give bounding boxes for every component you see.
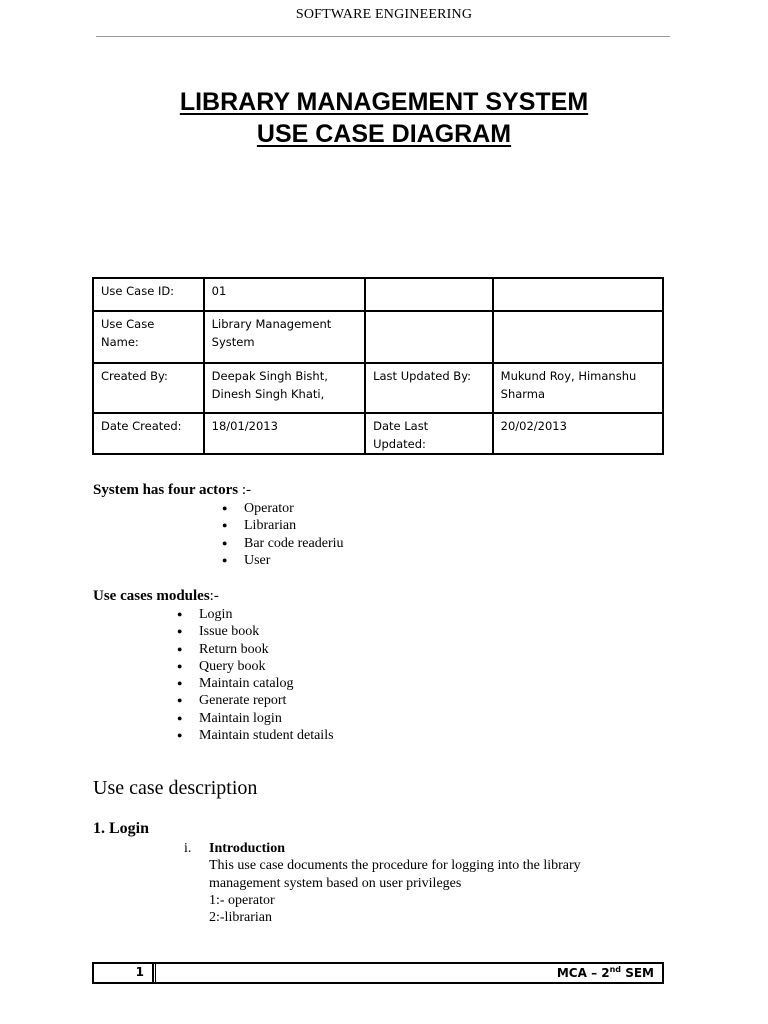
- actors-heading-text: System has four actors: [93, 482, 239, 498]
- empty-cell: [365, 278, 493, 311]
- intro-number: i.: [184, 841, 192, 856]
- intro-text-line: This use case documents the procedure for logging into the library: [209, 858, 581, 874]
- page-number: 1: [135, 965, 144, 979]
- use-case-id-value: 01: [204, 278, 365, 311]
- list-item: ● Operator: [222, 500, 344, 517]
- last-updated-by-label: Last Updated By:: [365, 363, 493, 413]
- table-row: [93, 363, 663, 413]
- list-item: ● Maintain student details: [177, 727, 334, 744]
- footer-course-sup: nd: [609, 965, 622, 974]
- last-updated-by-line: Sharma: [500, 387, 546, 401]
- empty-cell: [365, 311, 493, 363]
- empty-cell: [493, 278, 663, 311]
- modules-heading-suffix: :-: [209, 588, 219, 604]
- footer-course-text: MCA – 2: [556, 966, 610, 980]
- intro-label: Introduction: [209, 841, 285, 856]
- footer-course-suffix: SEM: [621, 966, 654, 980]
- list-item: ● Bar code readeriu: [222, 535, 344, 552]
- actors-list: [222, 500, 344, 569]
- intro-text-line: management system based on user privileges: [209, 875, 462, 891]
- intro-text-line: 1:- operator: [209, 892, 275, 908]
- last-updated-by-line: Mukund Roy, Himanshu: [500, 369, 637, 383]
- intro-block: [209, 840, 649, 926]
- created-by-value: [204, 363, 365, 413]
- use-case-name-line: System: [211, 335, 255, 349]
- page-footer: [92, 962, 664, 984]
- actors-heading: [93, 482, 251, 499]
- list-item: ● Login: [177, 606, 334, 623]
- date-created-label: Date Created:: [93, 413, 204, 454]
- use-case-name-label: Use Case Name:: [93, 311, 204, 363]
- list-item: ● Generate report: [177, 692, 334, 709]
- modules-heading-text: Use cases modules: [93, 588, 210, 604]
- list-item: ● Maintain login: [177, 710, 334, 727]
- created-by-line: Deepak Singh Bisht,: [211, 369, 328, 383]
- last-updated-by-value: [493, 363, 663, 413]
- modules-heading: [93, 588, 219, 605]
- use-case-description-heading: Use case description: [93, 777, 258, 799]
- intro-text-line: 2:-librarian: [209, 910, 272, 926]
- created-by-line: Dinesh Singh Khati,: [211, 387, 325, 401]
- list-item: ● Librarian: [222, 517, 344, 534]
- document-subtitle: USE CASE DIAGRAM: [256, 120, 512, 148]
- table-row: [93, 413, 663, 454]
- use-case-info-table: [92, 277, 664, 455]
- use-case-name-value: [204, 311, 365, 363]
- table-row: [93, 311, 663, 363]
- date-last-updated-value: 20/02/2013: [493, 413, 663, 454]
- table-row: [93, 278, 663, 311]
- use-case-name-line: Library Management: [211, 317, 332, 331]
- document-title: LIBRARY MANAGEMENT SYSTEM: [179, 88, 589, 116]
- footer-course: [557, 965, 654, 980]
- header-rule: [96, 36, 670, 37]
- list-item: ● Issue book: [177, 623, 334, 640]
- page-header: SOFTWARE ENGINEERING: [295, 7, 473, 22]
- actors-heading-suffix: :-: [238, 482, 252, 498]
- list-item: ● User: [222, 552, 344, 569]
- empty-cell: [493, 311, 663, 363]
- list-item: ● Return book: [177, 641, 334, 658]
- created-by-label: Created By:: [93, 363, 204, 413]
- date-created-value: 18/01/2013: [204, 413, 365, 454]
- login-section-heading: 1. Login: [93, 820, 150, 837]
- list-item: ● Query book: [177, 658, 334, 675]
- use-case-id-label: Use Case ID:: [93, 278, 204, 311]
- list-item: ● Maintain catalog: [177, 675, 334, 692]
- modules-list: [177, 606, 334, 744]
- date-last-updated-label: Date Last Updated:: [365, 413, 493, 454]
- footer-divider: [152, 964, 156, 982]
